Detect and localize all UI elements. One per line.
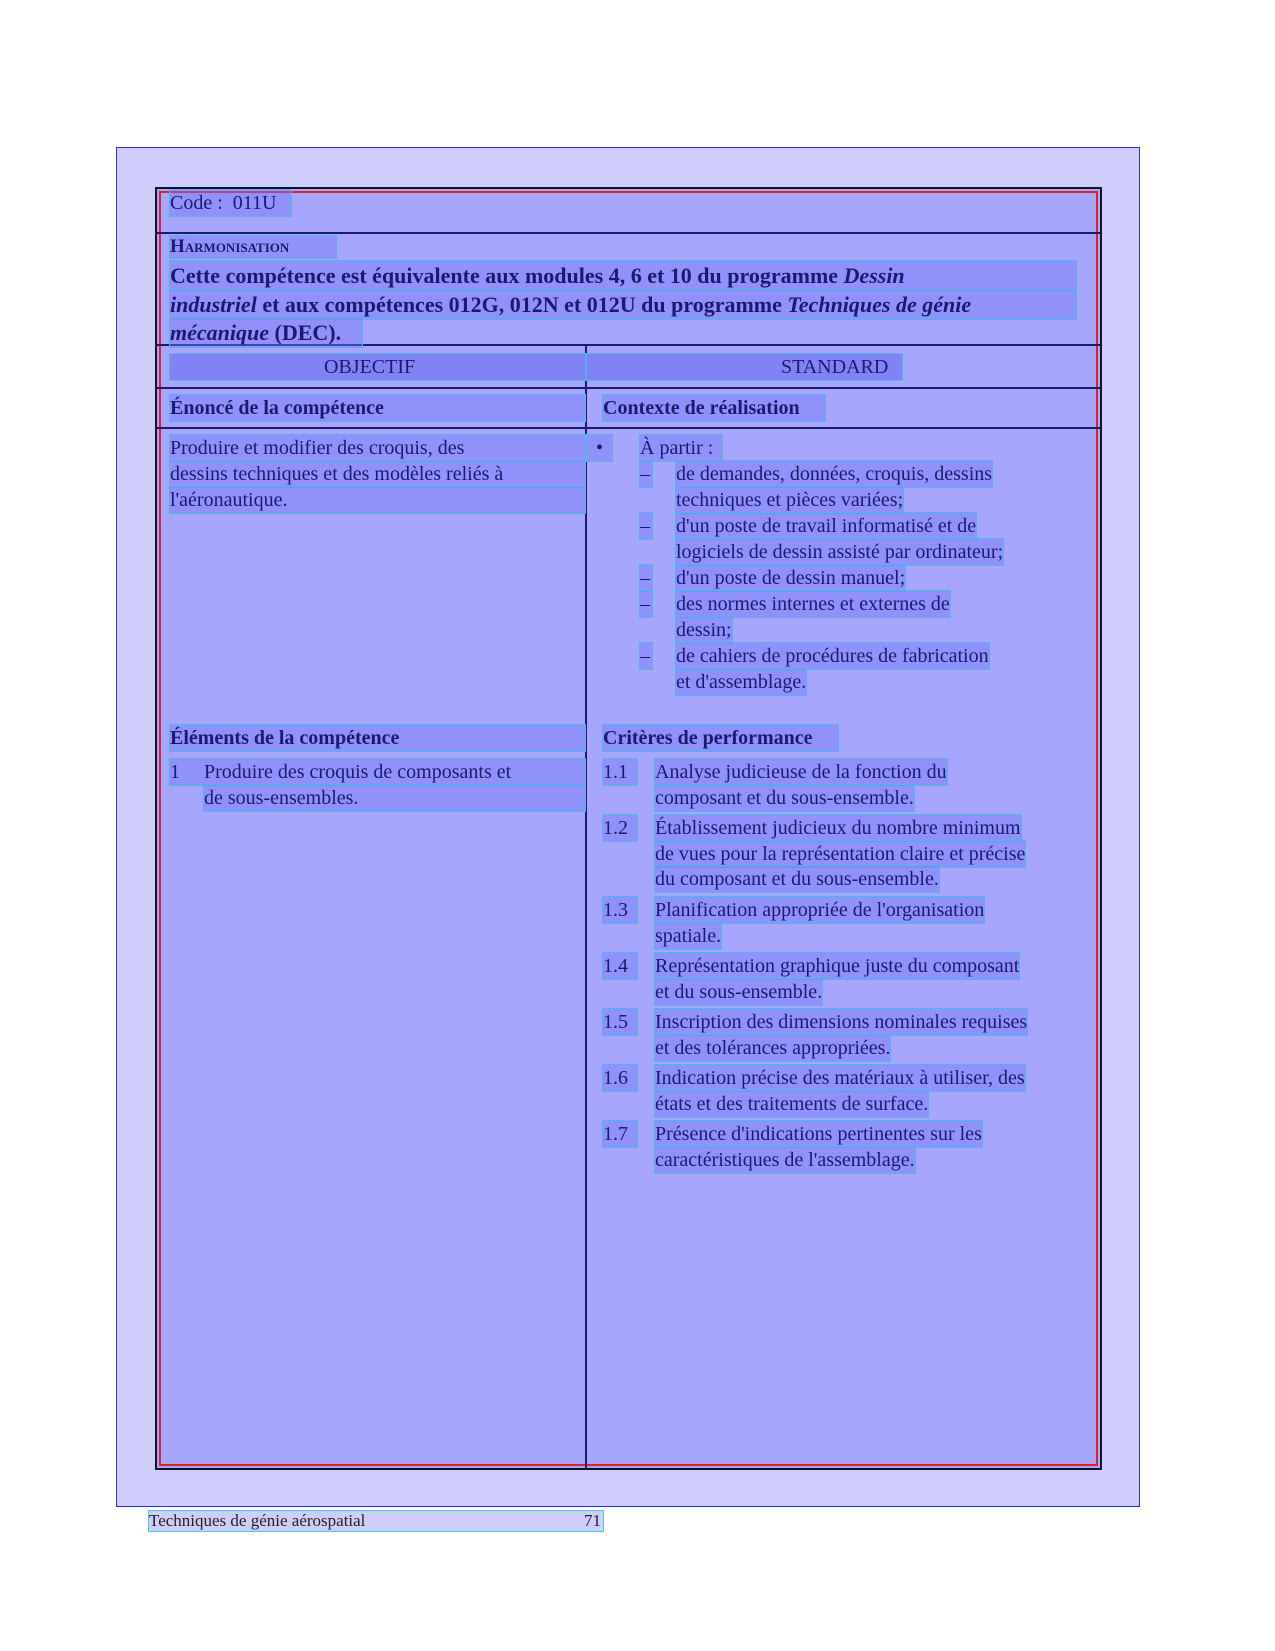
criterion-number: 1.1	[603, 759, 637, 785]
context-item-line: de cahiers de procédures de fabrication	[676, 645, 989, 667]
code-row	[170, 190, 291, 216]
criterion-line: et des tolérances appropriées.	[655, 1037, 891, 1059]
harmonisation-title: Harmonisation	[170, 236, 336, 258]
code-value: 011U	[232, 192, 277, 214]
column-divider	[585, 346, 587, 1468]
enonce-line: dessins techniques et des modèles reliés à	[170, 461, 585, 487]
criterion-line: de vues pour la représentation claire et précise	[655, 843, 1026, 865]
harmonisation-program-2: Techniques de génie	[787, 292, 972, 317]
dash-icon: –	[640, 515, 650, 537]
criterion-number: 1.7	[603, 1121, 637, 1147]
element-line: de sous-ensembles.	[204, 785, 585, 811]
context-item-line: des normes internes et externes de	[676, 593, 950, 615]
harmonisation-line-1	[170, 261, 1076, 290]
harmonisation-text: Cette compétence est équivalente aux modules 4, 6 et 10 du programme	[170, 263, 844, 288]
criterion-number: 1.6	[603, 1065, 637, 1091]
element-row	[170, 759, 585, 785]
criterion-line: Indication précise des matériaux à utiliser, des	[655, 1067, 1025, 1089]
harmonisation-line-2	[170, 290, 1076, 319]
rule-after-headers	[157, 387, 1100, 389]
criterion-line: Établissement judicieux du nombre minimum	[655, 817, 1021, 839]
criterion-line: Planification appropriée de l'organisation	[655, 899, 985, 921]
criterion-line: Analyse judicieuse de la fonction du	[655, 761, 947, 783]
dash-icon: –	[640, 645, 650, 667]
enonce-line: Produire et modifier des croquis, des	[170, 435, 585, 461]
footer-page-number: 71	[584, 1511, 601, 1530]
criterion-line: composant et du sous-ensemble.	[655, 787, 914, 809]
criterion-line: Présence d'indications pertinentes sur les	[655, 1123, 982, 1145]
criteres-title: Critères de performance	[603, 725, 838, 751]
context-item-line: dessin;	[676, 619, 732, 641]
criterion-number: 1.3	[603, 897, 637, 923]
harmonisation-program-2-cont: mécanique	[170, 320, 269, 345]
rule-after-section-titles	[157, 427, 1100, 429]
code-label: Code :	[170, 192, 223, 214]
criterion-line: Inscription des dimensions nominales requises	[655, 1011, 1028, 1033]
criterion-line: du composant et du sous-ensemble.	[655, 868, 939, 890]
footer-program: Techniques de génie aérospatial	[149, 1511, 366, 1530]
element-number: 1	[170, 761, 180, 783]
criterion-number: 1.4	[603, 953, 637, 979]
harmonisation-program-1-cont: industriel	[170, 292, 257, 317]
criterion-line: caractéristiques de l'assemblage.	[655, 1149, 915, 1171]
context-item-line: logiciels de dessin assisté par ordinateur;	[676, 541, 1004, 563]
objectif-header: OBJECTIF	[324, 356, 416, 378]
contexte-title: Contexte de réalisation	[603, 395, 825, 421]
harmonisation-text-2: et aux compétences 012G, 012N et 012U du programme	[256, 292, 788, 317]
criterion-line: et du sous-ensemble.	[655, 981, 823, 1003]
standard-header: STANDARD	[781, 356, 889, 378]
enonce-line: l'aéronautique.	[170, 487, 585, 513]
page-footer	[149, 1511, 603, 1531]
harmonisation-text-3: (DEC).	[269, 320, 342, 345]
harmonisation-program-1: Dessin	[843, 263, 905, 288]
criterion-line: spatiale.	[655, 925, 722, 947]
dash-icon: –	[640, 593, 650, 615]
criterion-line: Représentation graphique juste du composant	[655, 955, 1020, 977]
criterion-line: états et des traitements de surface.	[655, 1093, 929, 1115]
criterion-number: 1.2	[603, 815, 637, 841]
elements-title: Éléments de la compétence	[170, 725, 585, 751]
context-item-line: d'un poste de travail informatisé et de	[676, 515, 977, 537]
context-item-line: de demandes, données, croquis, dessins	[676, 463, 993, 485]
context-item-line: d'un poste de dessin manuel;	[676, 567, 906, 589]
context-item-line: et d'assemblage.	[676, 671, 807, 693]
dash-icon: –	[640, 463, 650, 485]
criterion-number: 1.5	[603, 1009, 637, 1035]
bullet-icon: •	[587, 435, 612, 461]
context-intro: À partir :	[640, 435, 722, 461]
rule-after-code	[157, 232, 1100, 234]
element-line: Produire des croquis de composants et	[204, 761, 512, 783]
enonce-title: Énoncé de la compétence	[170, 395, 585, 421]
harmonisation-line-3	[170, 318, 362, 347]
context-item-line: techniques et pièces variées;	[676, 489, 904, 511]
dash-icon: –	[640, 567, 650, 589]
